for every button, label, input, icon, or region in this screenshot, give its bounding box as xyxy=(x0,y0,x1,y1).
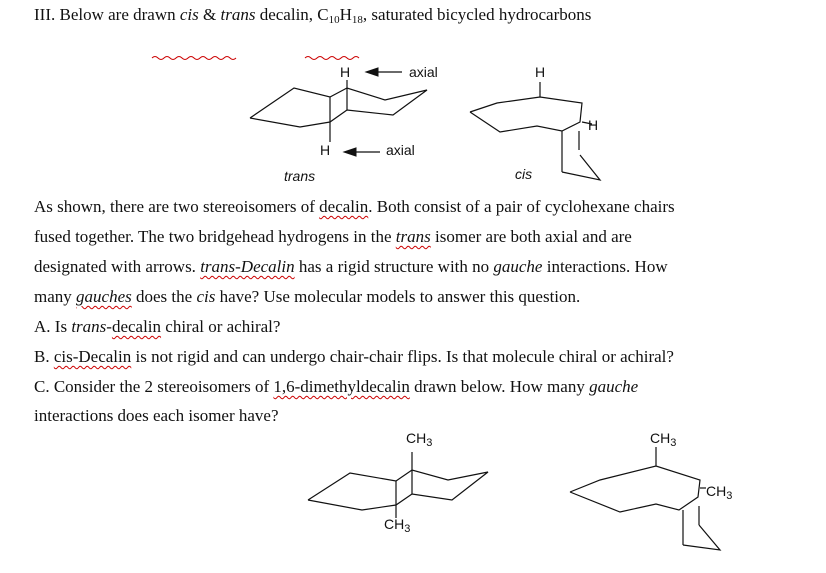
paragraph-line-1: As shown, there are two stereoisomers of decalin. Both consist of a pair of cyclohexane chairs xyxy=(34,197,675,216)
label-trans: trans xyxy=(284,168,316,184)
question-a: A. Is trans-decalin chiral or achiral? xyxy=(34,317,281,336)
question-c-line-2: interactions does each isomer have? xyxy=(34,406,279,425)
heading: III. Below are drawn cis & trans decalin, $C_{10}H_{18}$, saturated bicycled hydrocarbons xyxy=(34,5,592,26)
label-cis: cis xyxy=(515,166,533,182)
paragraph-line-4: many gauches does the cis have? Use molecular models to answer this question. xyxy=(34,287,581,306)
ch3-side-right: $CH_3$ xyxy=(706,483,733,502)
ch3-top-right: $CH_3$ xyxy=(650,430,677,449)
ch3-top-left: $CH_3$ xyxy=(406,430,433,449)
ch3-bottom-left: $CH_3$ xyxy=(384,516,411,535)
h-bottom: H xyxy=(320,142,331,158)
h-top: H xyxy=(340,64,351,80)
paragraph-line-2: fused together. The two bridgehead hydrogens in the trans isomer are both axial and are xyxy=(34,227,632,246)
axial-label-top: axial xyxy=(409,64,438,80)
trans-dimethyldecalin-drawing xyxy=(308,452,488,518)
axial-label-bottom: axial xyxy=(386,142,415,158)
h-cis-side: H xyxy=(588,117,599,133)
cis-dimethyldecalin-drawing xyxy=(570,447,720,550)
paragraph-line-3: designated with arrows. trans-Decalin has a rigid structure with no gauche interactions. How xyxy=(34,257,668,276)
question-c: C. Consider the 2 stereoisomers of 1,6-dimethyldecalin drawn below. How many gauche xyxy=(34,377,639,396)
h-cis-top: H xyxy=(535,64,546,80)
question-b: B. cis-Decalin is not rigid and can undergo chair-chair flips. Is that molecule chiral or achiral? xyxy=(34,347,674,366)
